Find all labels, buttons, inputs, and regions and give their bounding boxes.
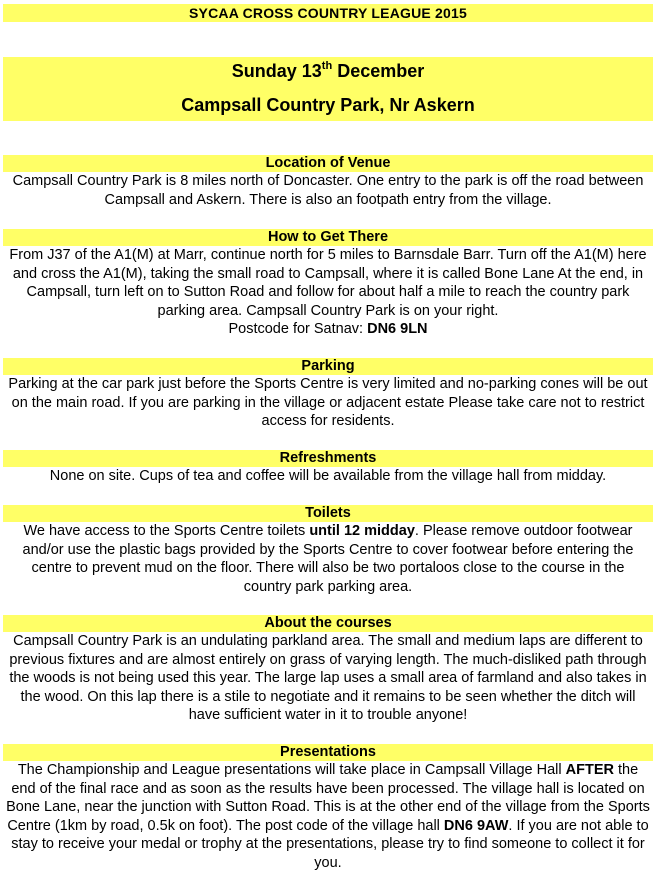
event-date-day: Sunday 13	[231, 61, 322, 81]
presentations-section	[3, 744, 653, 872]
courses-text	[3, 632, 653, 725]
venue-title: Campsall Country Park, Nr Askern	[181, 95, 475, 115]
toilets-text-start: We have access to the Sports Centre toilets	[23, 523, 310, 539]
presentations-text-1: The Championship and League presentations will take place in Campsall Village Hall	[17, 762, 566, 778]
event-date-ordinal: th	[321, 60, 333, 72]
league-title: SYCAA CROSS COUNTRY LEAGUE 2015	[189, 5, 467, 21]
parking-paragraph: Parking at the car park just before the Sports Centre is very limited and no-parking cones will be out on the main road. If you are parking in the village or adjacent estate Please take care not to restrict access for residents.	[8, 376, 648, 429]
postcode-label: Postcode for Satnav:	[228, 321, 368, 337]
directions-section	[3, 229, 653, 339]
location-section	[3, 155, 653, 209]
toilets-deadline: until 12 midday	[309, 523, 415, 539]
toilets-text	[3, 522, 653, 596]
courses-paragraph: Campsall Country Park is an undulating parkland area. The small and medium laps are different to previous fixtures and are almost entirely on grass of varying length. The much-disliked path through the woods is not being used this year. The large lap uses a small area of farmland and also takes in the wood. On this lap there is a stile to negotiate and it remains to be seen whether the ditch will have sufficient water in it to trouble anyone!	[9, 633, 647, 723]
parking-section	[3, 358, 653, 431]
parking-text	[3, 375, 653, 431]
toilets-heading: Toilets	[3, 505, 653, 522]
location-heading: Location of Venue	[3, 155, 653, 172]
presentations-text	[3, 761, 653, 872]
event-date	[3, 59, 653, 83]
location-text	[3, 172, 653, 209]
refreshments-text	[3, 467, 653, 486]
location-paragraph: Campsall Country Park is 8 miles north of Doncaster. One entry to the park is off the road between Campsall and Askern. There is also an footpath entry from the village.	[12, 173, 644, 208]
presentations-text-2: the end of the final race and as soon as the results have been processed. The village hall is located on Bone Lane, near the junction with Sutton Road. This is at the other end of the village from the Sports Centre (1km by road, 0.5k on foot). The post code of the village hall	[6, 762, 650, 834]
event-date-month: December	[332, 61, 425, 81]
presentations-text-3: . If you are not able to stay to receive your medal or trophy at the presentations, please try to find someone to collect it for you.	[11, 817, 649, 871]
courses-section	[3, 615, 653, 725]
presentations-after: AFTER	[565, 762, 614, 778]
presentations-paragraph	[5, 761, 651, 872]
presentations-heading: Presentations	[3, 744, 653, 761]
league-title-banner	[3, 4, 653, 22]
postcode-value: DN6 9LN	[367, 321, 428, 337]
refreshments-paragraph: None on site. Cups of tea and coffee will be available from the village hall from midday.	[49, 468, 607, 484]
village-hall-postcode: DN6 9AW	[443, 817, 509, 834]
postcode-line	[5, 320, 651, 339]
toilets-text-end: . Please remove outdoor footwear and/or use the plastic bags provided by the Sports Centre to cover footwear before entering the centre to prevent mud on the floor. There will also be two portaloos close to the course in the country park parking area.	[22, 523, 634, 595]
directions-heading: How to Get There	[3, 229, 653, 246]
directions-text	[3, 246, 653, 339]
event-title-banner	[3, 57, 653, 121]
toilets-section	[3, 505, 653, 596]
refreshments-heading: Refreshments	[3, 450, 653, 467]
courses-heading: About the courses	[3, 615, 653, 632]
toilets-paragraph	[9, 522, 647, 596]
directions-paragraph: From J37 of the A1(M) at Marr, continue north for 5 miles to Barnsdale Barr. Turn off the A1(M) here and cross the A1(M), taking the small road to Campsall, where it is called Bone Lane At the end, in Campsall, turn left on to Sutton Road and follow for about half a mile to reach the country park parking area. Campsall Country Park is on your right.	[9, 247, 647, 319]
parking-heading: Parking	[3, 358, 653, 375]
refreshments-section	[3, 450, 653, 486]
